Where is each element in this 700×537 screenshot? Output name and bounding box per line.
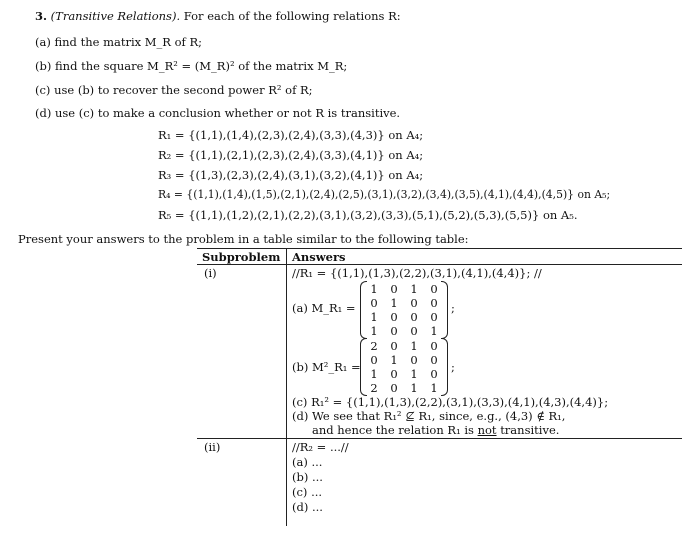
matrix-cell: 1: [370, 310, 378, 324]
problem-heading: [35, 9, 401, 23]
row-ii-c: (c) ...: [292, 485, 323, 499]
matrix-cell: 2: [370, 339, 378, 353]
matrix-cell: 1: [410, 367, 418, 381]
row-ii-relation: //R₂ = ...//: [292, 440, 349, 454]
matrix-m-r1-squared-body: [364, 339, 444, 395]
matrix-cell: 1: [390, 296, 398, 310]
row-ii-d: (d) ...: [292, 500, 323, 514]
matrix-cell: 0: [410, 310, 418, 324]
matrix-cell: 0: [430, 353, 438, 367]
matrix-cell: 2: [370, 381, 378, 395]
table-row-rule: [197, 438, 682, 439]
matrix-row: [364, 339, 444, 353]
matrix-cell: 0: [390, 324, 398, 338]
d-line2-not: not: [477, 423, 497, 437]
row-i-b-label: (b) M²_R₁ =: [292, 360, 361, 374]
part-b: (b) find the square M_R² = (M_R)² of the matrix M_R;: [35, 59, 348, 73]
relation-r3: R₃ = {(1,3),(2,3),(2,4),(3,1),(3,2),(4,1)} on A₄;: [158, 168, 424, 182]
matrix-m-r1: [360, 281, 448, 339]
matrix-cell: 0: [410, 296, 418, 310]
row-i-d-line: (d) We see that R₁² ⊈ R₁, since, e.g., (4,3) ∉ R₁,: [292, 409, 566, 423]
matrix-cell: 1: [430, 381, 438, 395]
part-a: (a) find the matrix M_R of R;: [35, 35, 202, 49]
relation-r2: R₂ = {(1,1),(2,1),(2,3),(2,4),(3,3),(4,1)} on A₄;: [158, 148, 424, 162]
row-i-c-line: (c) R₁² = {(1,1),(1,3),(2,2),(3,1),(3,3),(4,1),(4,3),(4,4)};: [292, 395, 609, 409]
matrix-row: [364, 367, 444, 381]
matrix-cell: 1: [410, 381, 418, 395]
matrix-m-r1-body: [364, 282, 444, 338]
matrix-cell: 0: [370, 296, 378, 310]
row-ii-label: (ii): [204, 440, 221, 454]
matrix-cell: 1: [410, 282, 418, 296]
table-top-rule: [197, 248, 682, 249]
problem-number: 3.: [35, 9, 48, 23]
matrix-cell: 0: [430, 296, 438, 310]
problem-title: (Transitive Relations).: [50, 9, 181, 23]
row-i-d-line2: [312, 423, 559, 437]
matrix-cell: 1: [430, 324, 438, 338]
matrix-cell: 1: [390, 353, 398, 367]
matrix-cell: 0: [430, 367, 438, 381]
header-answers: Answers: [292, 250, 346, 264]
row-i-a-semicolon: ;: [451, 301, 455, 315]
part-c: (c) use (b) to recover the second power R² of R;: [35, 83, 313, 97]
row-i-b-semicolon: ;: [451, 360, 455, 374]
matrix-cell: 0: [370, 353, 378, 367]
matrix-cell: 0: [410, 353, 418, 367]
matrix-cell: 0: [430, 339, 438, 353]
row-i-relation: //R₁ = {(1,1),(1,3),(2,2),(3,1),(4,1),(4,4)}; //: [292, 266, 542, 280]
matrix-cell: 1: [370, 324, 378, 338]
matrix-cell: 0: [430, 310, 438, 324]
row-ii-a: (a) ...: [292, 455, 323, 469]
matrix-cell: 1: [370, 282, 378, 296]
matrix-cell: 0: [390, 339, 398, 353]
relation-r1: R₁ = {(1,1),(1,4),(2,3),(2,4),(3,3),(4,3)} on A₄;: [158, 128, 424, 142]
matrix-cell: 0: [410, 324, 418, 338]
matrix-row: [364, 353, 444, 367]
instruction: Present your answers to the problem in a table similar to the following table:: [18, 232, 469, 246]
matrix-cell: 0: [390, 367, 398, 381]
part-d: (d) use (c) to make a conclusion whether or not R is transitive.: [35, 106, 401, 120]
matrix-row: [364, 282, 444, 296]
matrix-cell: 0: [390, 310, 398, 324]
matrix-cell: 0: [390, 381, 398, 395]
matrix-cell: 1: [370, 367, 378, 381]
relation-r4: R₄ = {(1,1),(1,4),(1,5),(2,1),(2,4),(2,5),(3,1),(3,2),(3,4),(3,5),(4,1),(4,4),(4,5)} on A₅;: [158, 188, 611, 201]
row-ii-b: (b) ...: [292, 470, 323, 484]
matrix-row: [364, 324, 444, 338]
matrix-row: [364, 296, 444, 310]
matrix-row: [364, 310, 444, 324]
d-line2-prefix: and hence the relation R₁ is: [312, 423, 474, 437]
matrix-m-r1-squared: [360, 338, 448, 396]
matrix-cell: 0: [390, 282, 398, 296]
row-i-label: (i): [204, 266, 217, 280]
table-header-rule: [197, 264, 682, 265]
matrix-cell: 0: [430, 282, 438, 296]
table-column-rule: [286, 248, 287, 526]
relation-r5: R₅ = {(1,1),(1,2),(2,1),(2,2),(3,1),(3,2),(3,3),(5,1),(5,2),(5,3),(5,5)} on A₅.: [158, 208, 578, 222]
problem-intro: For each of the following relations R:: [183, 9, 401, 23]
header-subproblem: Subproblem: [202, 250, 281, 264]
row-i-a-label: (a) M_R₁ =: [292, 301, 356, 315]
d-line2-suffix: transitive.: [500, 423, 560, 437]
matrix-cell: 1: [410, 339, 418, 353]
matrix-row: [364, 381, 444, 395]
